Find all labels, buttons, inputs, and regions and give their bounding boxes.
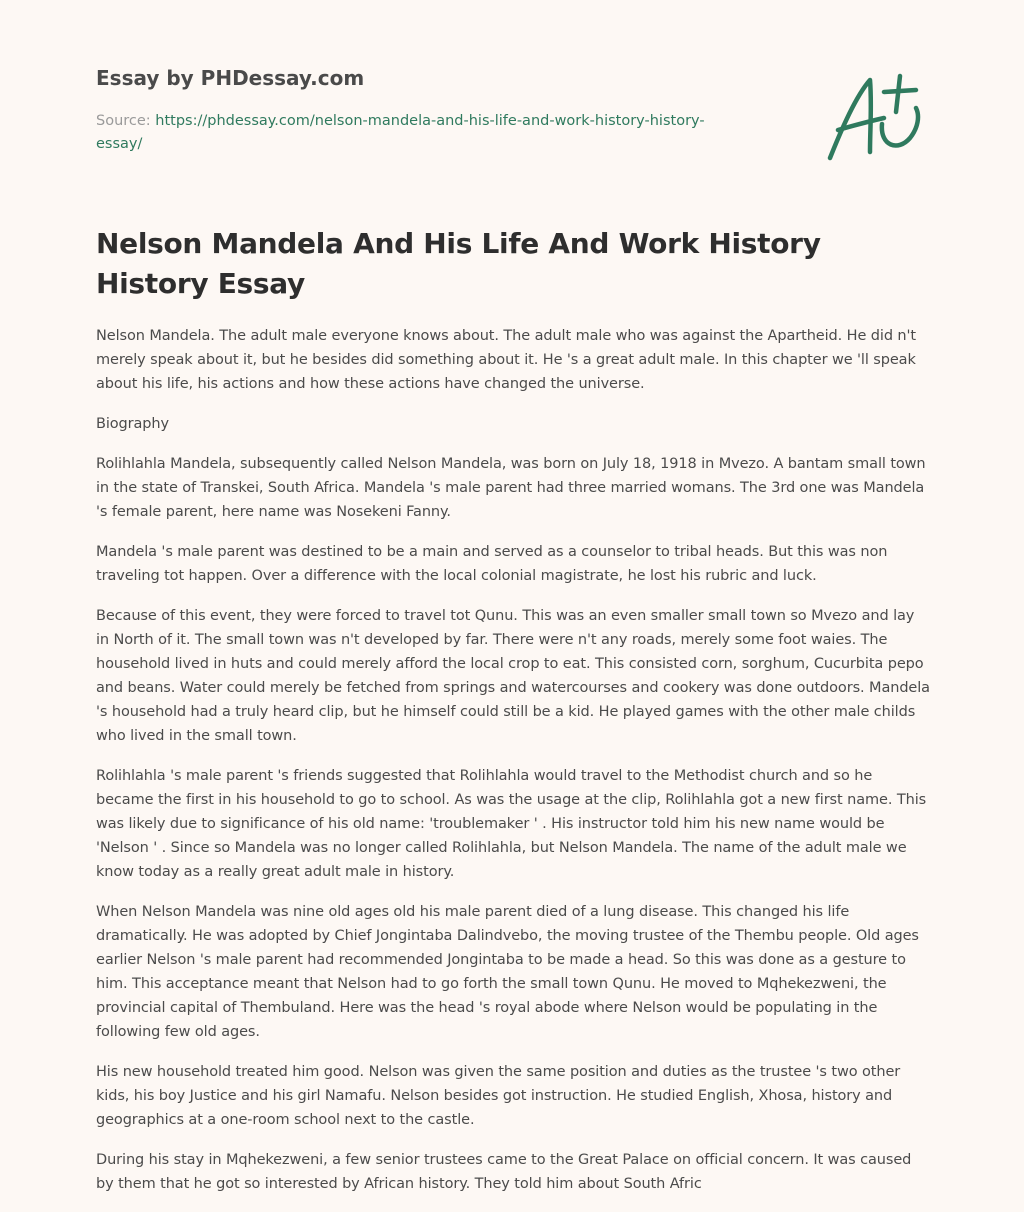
paragraph: When Nelson Mandela was nine old ages old his male parent died of a lung disease. This changed his life dramatically. He was adopted by Chief Jongintaba Dalindvebo, the moving trustee of the Thembu people. Old ages earlier Nelson 's male parent had recommended Jongintaba to be made a head. So this was done as a gesture to him. This acceptance meant that Nelson had to go forth the small town Qunu. He moved to Mqhekezweni, the provincial capital of Thembuland. Here was the head 's royal abode where Nelson would be populating in the following few old ages. [96, 904, 919, 1040]
a-plus-logo-icon [820, 68, 930, 164]
source-line [96, 110, 746, 156]
site-title: Essay by PHDessay.com [96, 66, 365, 90]
paragraph: Mandela 's male parent was destined to be a main and served as a counselor to tribal heads. But this was non traveling tot happen. Over a difference with the local colonial magistrate, he lost his rubric and luck. [96, 544, 888, 584]
paragraph: Rolihlahla Mandela, subsequently called Nelson Mandela, was born on July 18, 1918 in Mvezo. A bantam small town in the state of Transkei, South Africa. Mandela 's male parent had three married womans. The 3rd one was Mandela 's female parent, here name was Nosekeni Fanny. [96, 456, 926, 520]
paragraph: His new household treated him good. Nelson was given the same position and duties as the trustee 's two other kids, his boy Justice and his girl Namafu. Nelson besides got instruction. He studied English, Xhosa, history and geographics at a one-room school next to the castle. [96, 1064, 901, 1128]
source-label: Source: [96, 113, 151, 129]
section-heading-biography: Biography [96, 416, 169, 432]
page-header [96, 62, 746, 156]
paragraph: During his stay in Mqhekezweni, a few senior trustees came to the Great Palace on official concern. It was caused by them that he got so interested by African history. They told him about South Afric [96, 1152, 912, 1192]
article-body [96, 324, 930, 1212]
paragraph: Nelson Mandela. The adult male everyone knows about. The adult male who was against the Apartheid. He did n't merely speak about it, but he besides did something about it. He 's a great adult male. In this chapter we 'll speak about his life, his actions and how these actions have changed the universe. [96, 328, 916, 392]
source-link[interactable]: https://phdessay.com/nelson-mandela-and-his-life-and-work-history-history-essay/ [96, 113, 705, 152]
paragraph: Rolihlahla 's male parent 's friends suggested that Rolihlahla would travel to the Methodist church and so he became the first in his household to go to school. As was the usage at the clip, Rolihlahla got a new first name. This was likely due to significance of his old name: 'troublemaker ' . His instructor told him his new name would be 'Nelson ' . Since so Mandela was no longer called Rolihlahla, but Nelson Mandela. The name of the adult male we know today as a really great adult male in history. [96, 768, 927, 880]
paragraph: Because of this event, they were forced to travel tot Qunu. This was an even smaller small town so Mvezo and lay in North of it. The small town was n't developed by far. There were n't any roads, merely some foot waies. The household lived in huts and could merely afford the local crop to eat. This consisted corn, sorghum, Cucurbita pepo and beans. Water could merely be fetched from springs and watercourses and cookery was done outdoors. Mandela 's household had a truly heard clip, but he himself could still be a kid. He played games with the other male childs who lived in the small town. [96, 608, 930, 744]
article-title: Nelson Mandela And His Life And Work History History Essay [96, 227, 821, 300]
